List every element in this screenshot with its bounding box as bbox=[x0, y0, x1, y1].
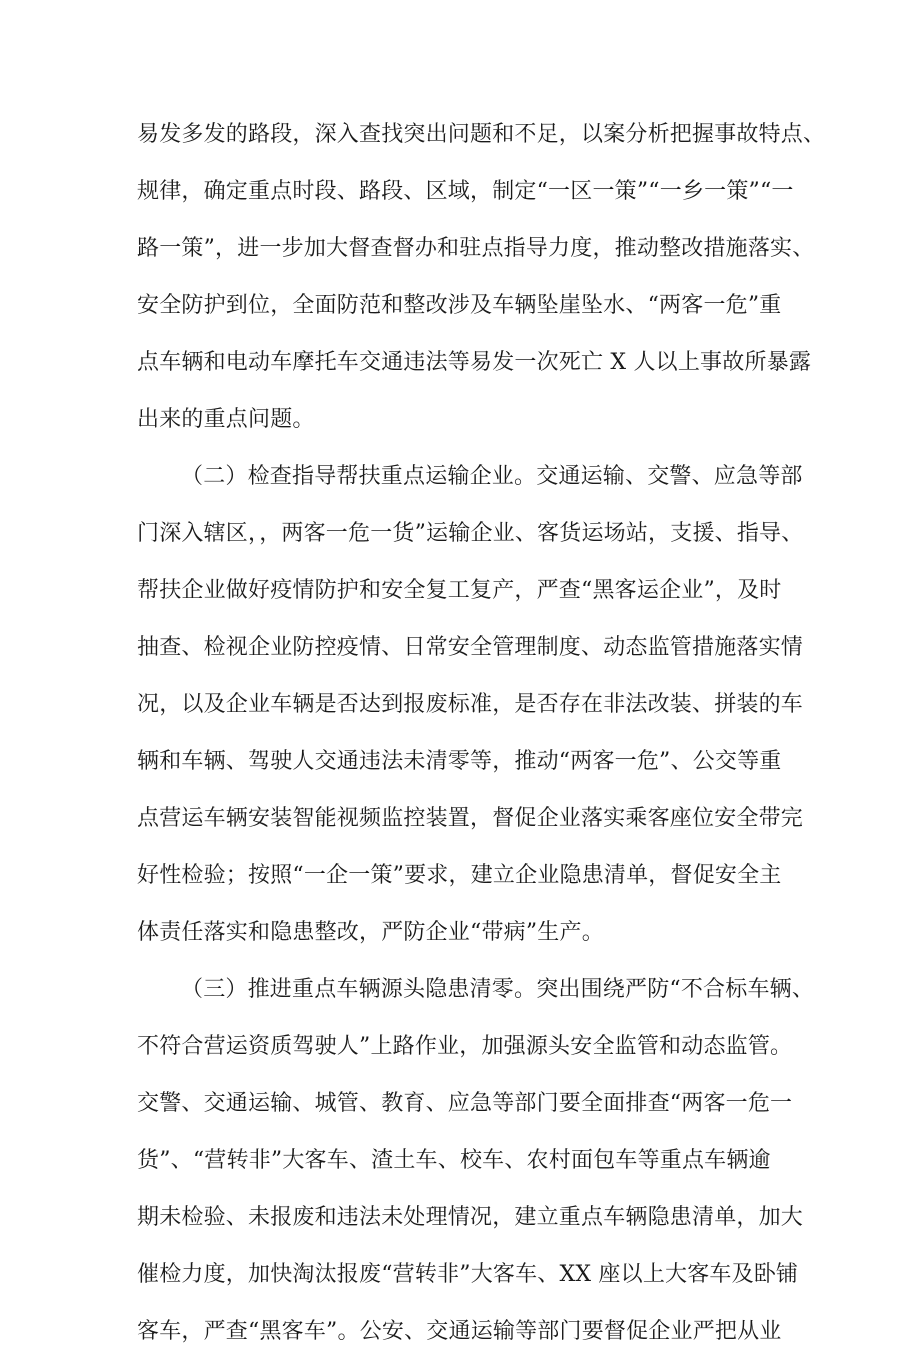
text-line: 规律，确定重点时段、路段、区域，制定“一区一策”“一乡一策”“一 bbox=[137, 179, 794, 204]
text-line: 交警、交通运输、城管、教育、应急等部门要全面排查“两客一危一 bbox=[137, 1091, 793, 1116]
text-line: 安全防护到位，全面防范和整改涉及车辆坠崖坠水、“两客一危”重 bbox=[137, 293, 782, 318]
text-line: 体责任落实和隐患整改，严防企业“带病”生产。 bbox=[137, 920, 604, 945]
section-heading-line: （二）检查指导帮扶重点运输企业。交通运输、交警、应急等部 bbox=[181, 464, 803, 489]
text-line: 货”、“营转非”大客车、渣土车、校车、农村面包车等重点车辆逾 bbox=[137, 1148, 771, 1173]
text-line: 好性检验；按照“一企一策”要求，建立企业隐患清单，督促安全主 bbox=[137, 863, 782, 888]
text-line: 门深入辖区，，两客一危一货”运输企业、客货运场站，支援、指导、 bbox=[137, 521, 804, 546]
text-line: 况，以及企业车辆是否达到报废标准，是否存在非法改装、拼装的车 bbox=[137, 692, 804, 717]
text-line: 易发多发的路段，深入查找突出问题和不足，以案分析把握事故特点、 bbox=[137, 122, 826, 147]
text-line: 出来的重点问题。 bbox=[137, 407, 315, 432]
text-line: 路一策”，进一步加大督查督办和驻点指导力度，推动整改措施落实、 bbox=[137, 236, 815, 261]
text-line: 点营运车辆安装智能视频监控装置，督促企业落实乘客座位安全带完 bbox=[137, 806, 804, 831]
document-body bbox=[137, 106, 826, 1360]
text-line: 催检力度，加快淘汰报废“营转非”大客车、XX 座以上大客车及卧铺 bbox=[137, 1262, 799, 1287]
text-line: 辆和车辆、驾驶人交通违法未清零等，推动“两客一危”、公交等重 bbox=[137, 749, 782, 774]
text-line: 点车辆和电动车摩托车交通违法等易发一次死亡 X 人以上事故所暴露 bbox=[137, 350, 812, 375]
text-line: 客车，严查“黑客车”。公安、交通运输等部门要督促企业严把从业 bbox=[137, 1319, 782, 1344]
text-line: 不符合营运资质驾驶人”上路作业，加强源头安全监管和动态监管。 bbox=[137, 1034, 793, 1059]
text-line: 抽查、检视企业防控疫情、日常安全管理制度、动态监管措施落实情 bbox=[137, 635, 804, 660]
section-heading-line: （三）推进重点车辆源头隐患清零。突出围绕严防“不合标车辆、 bbox=[181, 977, 815, 1002]
text-line: 期未检验、未报废和违法未处理情况，建立重点车辆隐患清单，加大 bbox=[137, 1205, 804, 1230]
text-line: 帮扶企业做好疫情防护和安全复工复产，严查“黑客运企业”，及时 bbox=[137, 578, 782, 603]
